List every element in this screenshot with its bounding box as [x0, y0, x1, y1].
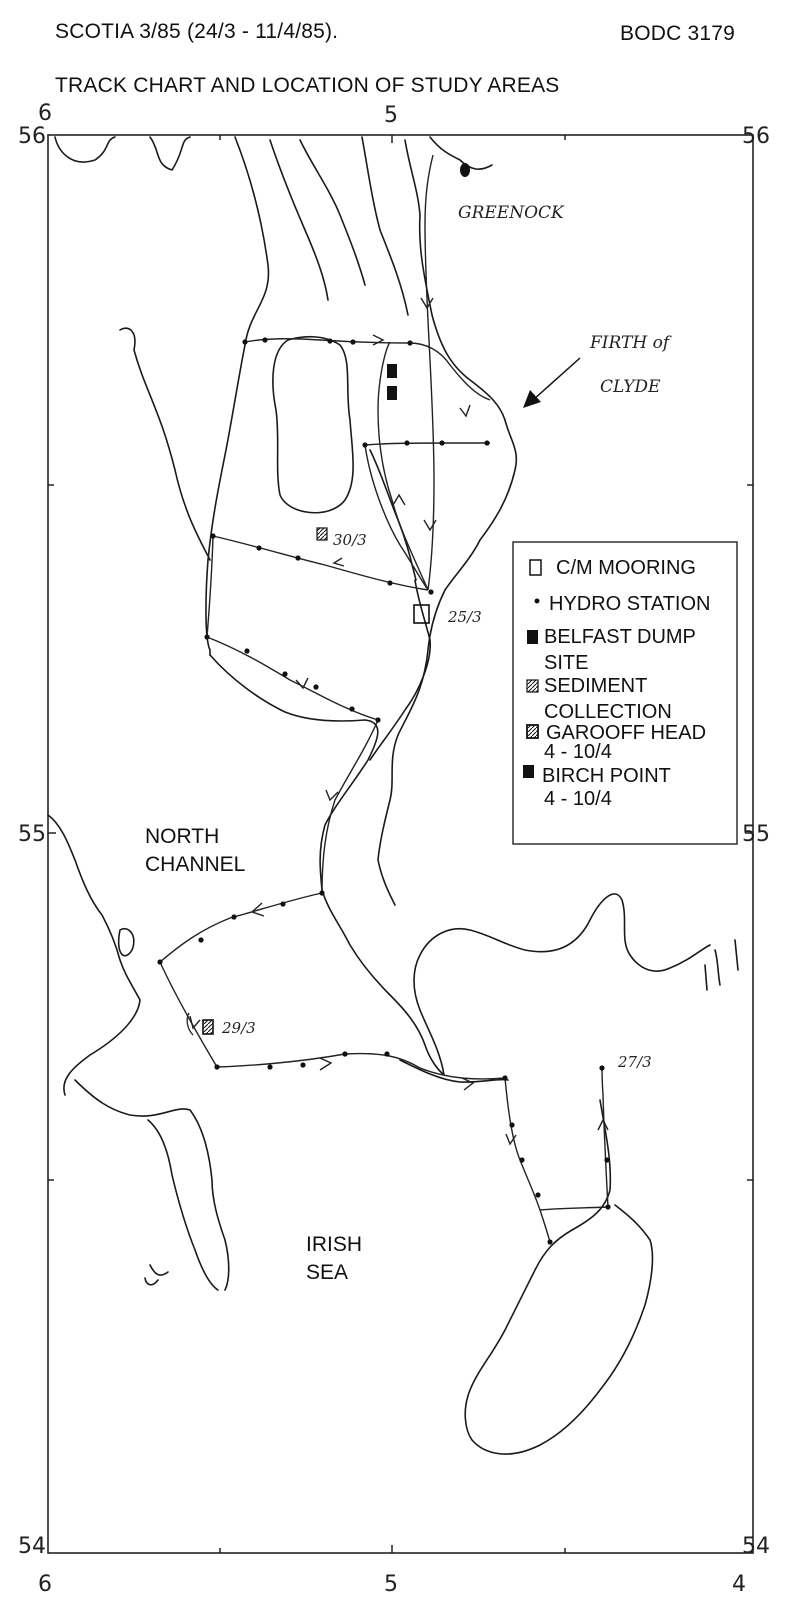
- coast-ayrshire: [378, 420, 516, 905]
- hydro-station: [282, 671, 287, 676]
- top-tick-5: 5: [384, 103, 398, 128]
- irish-sea-label-2: SEA: [306, 1261, 349, 1284]
- track-irish-sea-east: [217, 1054, 505, 1079]
- hydro-station: [428, 589, 433, 594]
- arrow-east-2: [320, 1058, 331, 1070]
- legend-birch-text-1: BIRCH POINT: [542, 765, 671, 787]
- hydro-station: [547, 1239, 552, 1244]
- coast-ards: [148, 1120, 218, 1290]
- hydro-station: [342, 1051, 347, 1056]
- legend-birch-text-2: 4 - 10/4: [544, 788, 612, 810]
- coast-kintyre-west: [206, 137, 269, 655]
- hydro-station: [350, 339, 355, 344]
- track-transect-north: [245, 339, 490, 400]
- arrow-se-1: [460, 405, 470, 416]
- legend: [513, 542, 737, 844]
- hydro-station: [327, 338, 332, 343]
- arrow-north-1: [393, 495, 405, 505]
- right-tick-56: 56: [742, 124, 770, 149]
- hydro-station: [313, 684, 318, 689]
- track-kintyre-south: [207, 536, 213, 637]
- bodc-reference: BODC 3179: [620, 22, 736, 45]
- left-tick-55: 55: [18, 822, 46, 847]
- legend-belfast-text-2: SITE: [544, 652, 589, 674]
- track-west-to-kintyre: [213, 536, 428, 590]
- track-to-antrim: [160, 893, 322, 962]
- coast-arran: [273, 337, 353, 513]
- legend-garooff-symbol: [527, 725, 538, 738]
- legend-hydro-symbol: [535, 599, 540, 604]
- coast-greenock: [430, 137, 492, 169]
- track-channel-south: [322, 720, 378, 893]
- coast-rathlin: [119, 929, 134, 956]
- coast-clyde-east: [405, 140, 505, 420]
- hydro-station: [384, 1051, 389, 1056]
- chart-title: TRACK CHART AND LOCATION OF STUDY AREAS: [55, 74, 560, 97]
- hydro-station: [349, 706, 354, 711]
- arrow-se-2: [296, 678, 308, 688]
- legend-sediment-symbol: [527, 680, 538, 692]
- hydro-station: [387, 580, 392, 585]
- track-man-north: [540, 1207, 608, 1210]
- top-tick-6: 6: [38, 101, 52, 126]
- arrow-south-4: [190, 1016, 200, 1028]
- coast-channel-east: [370, 580, 430, 760]
- coast-belfast-lough: [75, 1080, 229, 1290]
- date-29-3: 29/3: [222, 1019, 256, 1037]
- bottom-tick-4: 4: [732, 1572, 746, 1597]
- track-leg-north: [378, 342, 428, 590]
- belfast-dump-marker: [387, 364, 397, 378]
- hydro-station: [244, 648, 249, 653]
- coast-isle-of-man: [465, 1100, 652, 1454]
- hydro-station: [214, 1064, 219, 1069]
- left-tick-54: 54: [18, 1534, 46, 1559]
- arrow-north-2: [598, 1120, 608, 1130]
- birch-point-marker: [387, 386, 397, 400]
- coast-bute-west: [362, 137, 408, 315]
- bottom-tick-6: 6: [38, 1572, 52, 1597]
- right-tick-55: 55: [742, 822, 770, 847]
- arrow-east-3: [462, 1078, 473, 1090]
- hydro-station: [362, 442, 367, 447]
- coast-arran-side: [120, 328, 210, 560]
- coast-galloway: [322, 890, 710, 1075]
- coast-nw-corner: [55, 137, 115, 162]
- coast-nw-inlet: [150, 137, 190, 170]
- legend-belfast-symbol: [527, 630, 538, 644]
- cruise-title: SCOTIA 3/85 (24/3 - 11/4/85).: [55, 20, 339, 43]
- track-to-man-coast: [540, 1210, 550, 1242]
- hydro-station: [295, 555, 300, 560]
- coast-solway-fragments: [705, 940, 738, 990]
- hydro-station: [519, 1157, 524, 1162]
- hydro-station: [242, 339, 247, 344]
- bottom-tick-5: 5: [384, 1572, 398, 1597]
- hydro-station: [509, 1122, 514, 1127]
- greenock-label: GREENOCK: [458, 203, 564, 223]
- coast-strangford: [145, 1265, 168, 1285]
- legend-sediment-text-1: SEDIMENT: [544, 675, 648, 697]
- date-30-3: 30/3: [333, 531, 367, 549]
- hydro-station: [210, 533, 215, 538]
- greenock-site-marker: [460, 163, 470, 177]
- garooff-head-marker: [203, 1020, 213, 1034]
- firth-label-2: CLYDE: [600, 377, 661, 397]
- arrow-west-1: [334, 558, 344, 566]
- hydro-station: [319, 890, 324, 895]
- hydro-station: [407, 340, 412, 345]
- legend-sediment-text-2: COLLECTION: [544, 701, 672, 723]
- hydro-station: [404, 440, 409, 445]
- hydro-station: [300, 1062, 305, 1067]
- firth-label-1: FIRTH of: [590, 333, 670, 353]
- hydro-station: [198, 937, 203, 942]
- legend-birch-symbol: [523, 765, 534, 778]
- hydro-station: [280, 901, 285, 906]
- hydro-station: [204, 634, 209, 639]
- hydro-station: [157, 959, 162, 964]
- hydro-station: [605, 1204, 610, 1209]
- hydro-station: [267, 1064, 272, 1069]
- coast-loch-fyne-e: [300, 140, 365, 285]
- left-tick-56: 56: [18, 124, 46, 149]
- legend-mooring-text: C/M MOORING: [556, 557, 696, 579]
- date-27-3: 27/3: [618, 1053, 652, 1071]
- hydro-station: [599, 1065, 604, 1070]
- hydro-station: [375, 717, 380, 722]
- right-tick-54: 54: [742, 1534, 770, 1559]
- legend-garooff-text-1: GAROOFF HEAD: [546, 722, 707, 744]
- track-transect-mid: [365, 443, 490, 445]
- north-channel-label-2: CHANNEL: [145, 853, 246, 876]
- hydro-station: [535, 1192, 540, 1197]
- arrow-east-1: [373, 335, 383, 345]
- legend-garooff-text-2: 4 - 10/4: [544, 741, 612, 763]
- hydro-station: [502, 1075, 507, 1080]
- hydro-station: [439, 440, 444, 445]
- sediment-marker-30-3: [317, 528, 327, 540]
- arrow-south-2: [424, 520, 436, 530]
- hydro-station: [484, 440, 489, 445]
- legend-hydro-text: HYDRO STATION: [549, 593, 711, 615]
- hydro-station: [262, 337, 267, 342]
- firth-pointer-arrow: [523, 358, 580, 408]
- hydro-station: [231, 914, 236, 919]
- north-channel-label-1: NORTH: [145, 825, 220, 848]
- coast-loch-fyne-w: [270, 140, 328, 300]
- hydro-station: [604, 1157, 609, 1162]
- hydro-station: [256, 545, 261, 550]
- legend-belfast-text-1: BELFAST DUMP: [544, 626, 696, 648]
- irish-sea-label-1: IRISH: [306, 1233, 363, 1256]
- date-25-3: 25/3: [448, 608, 482, 626]
